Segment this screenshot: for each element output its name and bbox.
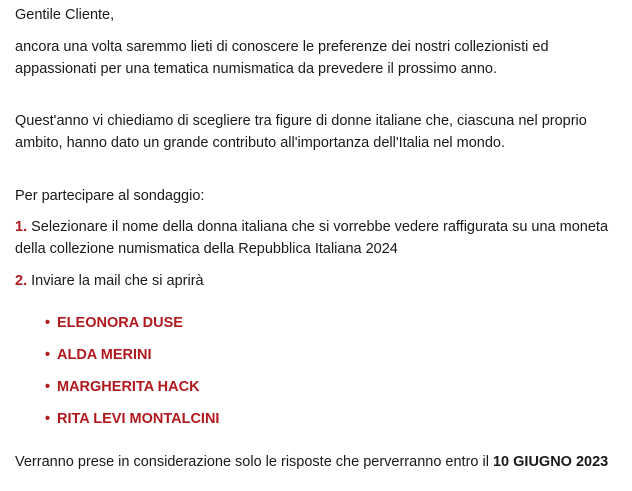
intro-paragraph: ancora una volta saremmo lieti di conoscere le preferenze dei nostri collezionisti ed appassionati per una tematica numismatica da prevedere il prossimo anno. (15, 39, 549, 77)
candidate-option[interactable] (45, 313, 183, 333)
step-1-text: Selezionare il nome della donna italiana che si vorrebbe vedere raffigurata su una moneta della collezione numismatica della Repubblica Italiana 2024 (15, 219, 609, 257)
step-1-number: 1. (15, 219, 28, 235)
bullet-icon: • (45, 347, 51, 363)
closing-text: Verranno prese in considerazione solo le risposte che perverranno entro il (15, 454, 489, 470)
bullet-icon: • (45, 315, 51, 331)
step-2 (15, 270, 615, 292)
candidate-name: ALDA MERINI (57, 347, 152, 363)
candidate-option[interactable] (45, 409, 219, 429)
step-1 (15, 216, 615, 260)
greeting: Gentile Cliente, (15, 7, 115, 23)
bullet-icon: • (45, 411, 51, 427)
participate-heading: Per partecipare al sondaggio: (15, 188, 205, 204)
candidate-name: ELEONORA DUSE (57, 315, 183, 331)
bullet-icon: • (45, 379, 51, 395)
step-2-number: 2. (15, 273, 28, 289)
step-2-text: Inviare la mail che si aprirà (31, 273, 204, 289)
candidate-option[interactable] (45, 345, 152, 365)
closing-paragraph (15, 451, 615, 473)
candidate-name: MARGHERITA HACK (57, 379, 200, 395)
candidate-name: RITA LEVI MONTALCINI (57, 411, 220, 427)
candidate-option[interactable] (45, 377, 200, 397)
deadline: 10 GIUGNO 2023 (492, 454, 609, 470)
theme-paragraph: Quest'anno vi chiediamo di scegliere tra figure di donne italiane che, ciascuna nel proprio ambito, hanno dato un grande contributo all'importanza dell'Italia nel mondo. (15, 113, 587, 151)
